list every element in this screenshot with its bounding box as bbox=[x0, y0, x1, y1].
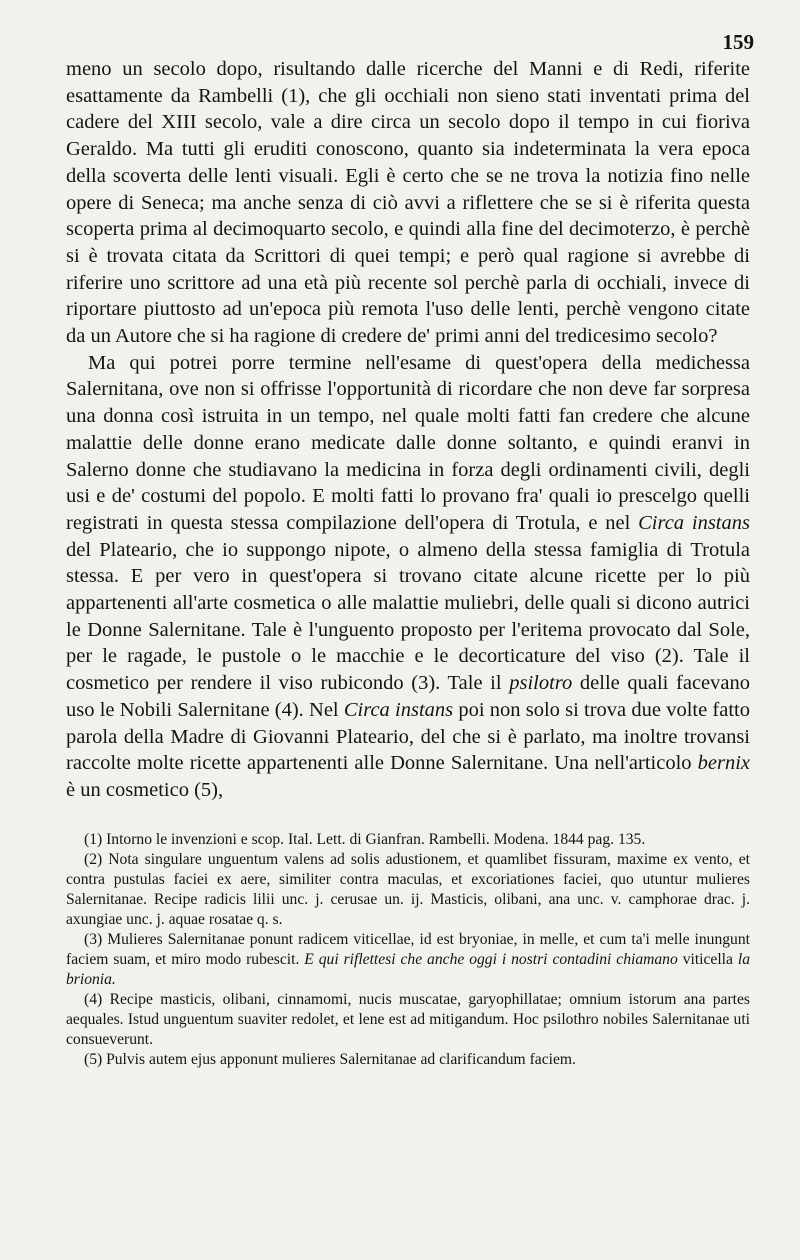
text-run: è un cosmetico (5), bbox=[66, 778, 224, 801]
text-run: poi non solo si trova due volte fatto parola della Madre di Giovanni Plateario, del che si è parlato, ma inoltre trovansi raccolte molte ricette appartenenti alle Donne Salernitane. Una nell'articolo bbox=[66, 698, 750, 775]
text-run: (2) Nota singulare unguentum valens ad solis adustionem, et quamlibet fissuram, maxime ex vento, et contra pustulas faciei ex aere, similiter contra maculas, et excoriationes faciei, quo utuntur mulieres Salernitanae. Recipe radicis lilii unc. j. cerusae un. ij. Masticis, olibani, ana unc. v. camphorae drac. j. axungiae unc. j. aquae rosatae q. s. bbox=[66, 850, 750, 928]
text-run: (5) Pulvis autem ejus apponunt mulieres Salernitanae ad clarificandum faciem. bbox=[84, 1050, 576, 1068]
text-run: del Plateario, che io suppongo nipote, o almeno della stessa famiglia di Trotula stessa. E per vero in quest'opera si trovano citate alcune ricette per lo più appartenenti all'arte cosmetica o alle malattie muliebri, delle quali si dicono autrici le Donne Salernitane. Tale è l'unguento proposto per l'eritema provocato dal Sole, per le ragade, le pustole o le macchie e le decorticature del viso (2). Tale il cosmetico per rendere il viso rubicondo (3). Tale il bbox=[66, 538, 750, 695]
page-number: 159 bbox=[722, 30, 754, 54]
footnotes bbox=[66, 830, 750, 1070]
text-run: meno un secolo dopo, risultando dalle ricerche del Manni e di Redi, riferite esattamente da Rambelli (1), che gli occhiali non sieno stati inventati prima del cadere del XIII secolo, vale a dire circa un secolo dopo il tempo in cui fioriva Geraldo. Ma tutti gli eruditi conoscono, quanto sia indeterminata la vera epoca della scoverta delle lenti visuali. Egli è certo che se ne trova la notizia fino nelle opere di Seneca; ma anche senza di ciò avvi a riflettere che se si è riferita questa scoperta prima al decimoquarto secolo, e quindi alla fine del decimoterzo, è perchè si è trovata citata da Scrittori di quei tempi; e però qual ragione si avrebbe di riferire uno scrittore ad una età più recente sol perchè parla di occhiali, invece di riportare piuttosto ad un'epoca più remota l'uso delle lenti, perchè vengono citate da un Autore che si ha ragione di credere de' primi anni del tredicesimo secolo? bbox=[66, 58, 750, 348]
text-run: delle quali facevano uso le Nobili Salernitane (4). Nel bbox=[66, 672, 750, 721]
text-run: Ma qui potrei porre termine nell'esame di quest'opera della medichessa Salernitana, ove non si offrisse l'opportunità di ricordare che non deve far sorpresa una donna così istruita in un tempo, nel quale molti fatti fan credere che alcune malattie delle donne erano medicate dalle donne soltanto, e quindi eranvi in Salerno donne che studiavano la medicina in forza degli ordinamenti civili, degli usi e de' costumi del popolo. E molti fatti lo provano fra' quali io prescelgo quelli registrati in questa stessa compilazione dell'opera di Trotula, e nel bbox=[66, 351, 750, 534]
footnote-3 bbox=[66, 930, 750, 990]
italic-text: psilotro bbox=[509, 672, 573, 695]
footnote-2 bbox=[66, 850, 750, 930]
text-run: (4) Recipe masticis, olibani, cinnamomi, nucis muscatae, garyophillatae; omnium istorum ana partes aequales. Istud unguentum suaviter redolet, et lene est ad mitigandum. Hoc psilothro nobiles Salernitanae uti consueverunt. bbox=[66, 990, 750, 1048]
text-run: viticella bbox=[677, 950, 738, 968]
italic-text: bernix bbox=[697, 752, 750, 775]
italic-text: la brionia. bbox=[66, 950, 750, 988]
italic-text: E qui riflettesi che anche oggi i nostri contadini chiamano bbox=[304, 950, 678, 968]
paragraph-1 bbox=[66, 56, 750, 350]
italic-text: Circa instans bbox=[343, 698, 454, 721]
footnote-1 bbox=[66, 830, 750, 850]
italic-text: Circa instans bbox=[638, 511, 750, 534]
footnote-5 bbox=[66, 1050, 750, 1070]
footnote-4 bbox=[66, 990, 750, 1050]
main-text bbox=[66, 56, 750, 804]
text-run: (3) Mulieres Salernitanae ponunt radicem viticellae, id est bryoniae, in melle, et cum ta'i melle inungunt faciem suam, et miro modo rubescit. bbox=[66, 930, 750, 968]
paragraph-2 bbox=[66, 350, 750, 804]
text-run: (1) Intorno le invenzioni e scop. Ital. Lett. di Gianfran. Rambelli. Modena. 1844 pag. 135. bbox=[84, 830, 646, 848]
